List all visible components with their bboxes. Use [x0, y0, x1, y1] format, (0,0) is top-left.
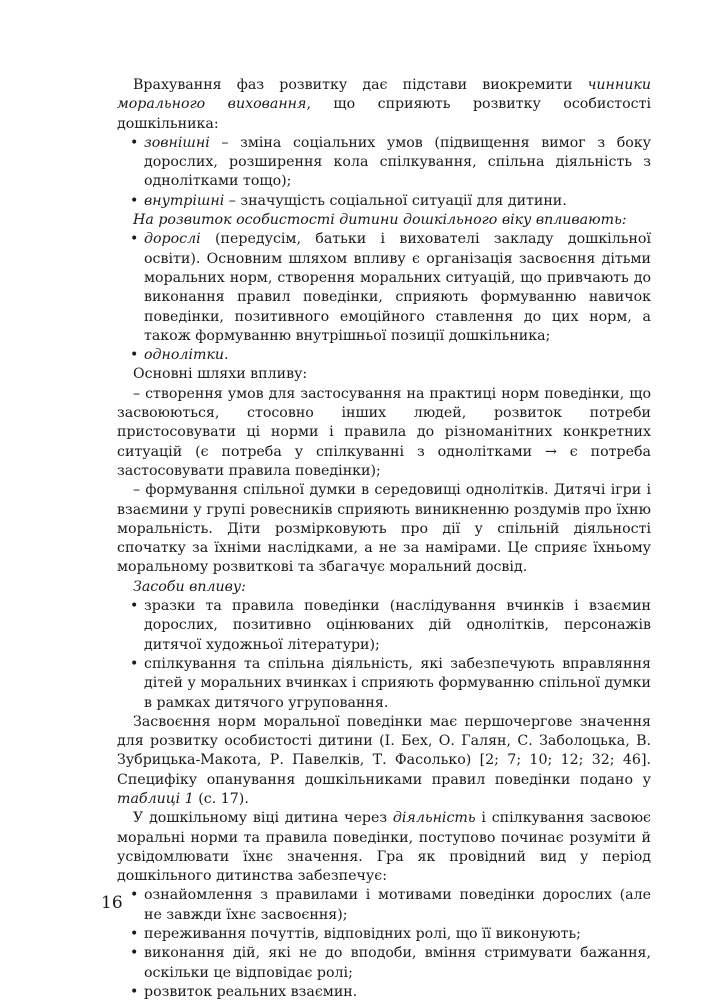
list-item: [117, 346, 651, 365]
text-run: (передусім, батьки і вихователі закладу дошкільної освіти). Основним шляхом впливу є організація засвоєння дітьми моральних норм, створення моральних ситуацій, що привчають до виконання правил поведінки, сприяють формуванню навичок поведінки, позитивного емоційного ставлення до цих норм, а також формуванню внутрішньої позиції дошкільника;: [144, 231, 651, 344]
text-run: і спілкування засвоює моральні норми та правила поведінки, поступово починає розуміти й усвідомлювати їхнє значення. Гра як провідний вид у період дошкільного дитинства забезпечує:: [117, 810, 651, 885]
text-run: Врахування фаз розвитку дає підстави виокремити: [133, 77, 588, 93]
emphasis-text: таблиці 1: [117, 790, 194, 807]
text-column: [117, 76, 651, 1002]
list-item: • спілкування та спільна діяльність, які забезпечують вправляння дітей у моральних вчинках і сприяють формуванню спільної думки в рамках дитячого угруповання.: [117, 655, 651, 713]
list-item: [117, 134, 651, 192]
list-item: • виконання дій, які не до вподоби, вміння стримувати бажання, оскільки це відповідає ролі;: [117, 944, 651, 983]
paragraph-norms: [117, 713, 651, 809]
paragraph-way-1: – створення умов для застосування на практиці норм поведінки, що засвоюються, стосовно інших людей, розвиток потреби пристосовувати ці норми і правила до різноманітних конкретних ситуацій (є потреба у спілкуванні з однолітками → є потреба застосовувати правила поведінки);: [117, 385, 651, 479]
text-run: У дошкільному віці дитина через: [133, 810, 393, 827]
text-run: – значущість соціальної ситуації для дитини.: [224, 192, 567, 209]
emphasis-text: однолітки.: [144, 347, 229, 364]
emphasis-text: діяльність: [392, 810, 476, 827]
subheading-means: Засоби впливу:: [133, 578, 246, 595]
paragraph-intro: [117, 76, 651, 134]
paragraph-main-ways: Основні шляхи впливу:: [133, 366, 308, 383]
emphasis-text: зовнішні: [144, 134, 210, 151]
means-list: [117, 597, 651, 713]
list-item: [117, 192, 651, 211]
list-item: • ознайомлення з правилами і мотивами поведінки дорослих (але не завжди їхнє засвоєння);: [117, 886, 651, 925]
influences-list: [117, 230, 651, 365]
paragraph-preschool-age: [117, 809, 651, 886]
subheading-influences: На розвиток особистості дитини дошкільного віку впливають:: [133, 212, 627, 229]
emphasis-text: внутрішні: [144, 192, 225, 209]
game-provides-list: [117, 886, 651, 1002]
text-run: (с. 17).: [193, 790, 249, 807]
list-item: • переживання почуттів, відповідних ролі, що її виконують;: [117, 925, 651, 944]
list-item: • зразки та правила поведінки (наслідування вчинків і взаємин дорослих, позитивно оцінюваних дій однолітків, персонажів дитячої художньої літератури);: [117, 597, 651, 655]
text-run: Засвоєння норм моральної поведінки має першочергове значення для розвитку особистості дитини (І. Бех, О. Галян, С. Заболоцька, В. Зубрицька-Макота, Р. Павелків, Т. Фасолько) [2; 7; 10; 12; 32; 46]. Специфіку опанування дошкільниками правил поведінки подано у: [117, 713, 651, 788]
page-number: 16: [101, 893, 123, 913]
list-item: • розвиток реальних взаємин.: [117, 983, 651, 1002]
list-item: [117, 230, 651, 346]
paragraph-way-2: – формування спільної думки в середовищі однолітків. Дитячі ігри і взаємини у групі ровесників сприяють виникненню роздумів про їхню моральність. Діти розмірковують про дії у спільній діяльності спочатку за їхніми наслідками, а не за намірами. Це сприяє їхньому моральному розвиткові та збагачує моральний досвід.: [117, 482, 651, 576]
text-run: – зміна соціальних умов (підвищення вимог з боку дорослих, розширення кола спілкування, спільна діяльність з однолітками тощо);: [144, 134, 651, 190]
text-run: , що сприяють розвитку особистості дошкільника:: [117, 96, 651, 132]
emphasis-text: чинники морального виховання: [117, 77, 651, 113]
emphasis-text: дорослі: [144, 231, 201, 248]
factors-list: [117, 134, 651, 211]
